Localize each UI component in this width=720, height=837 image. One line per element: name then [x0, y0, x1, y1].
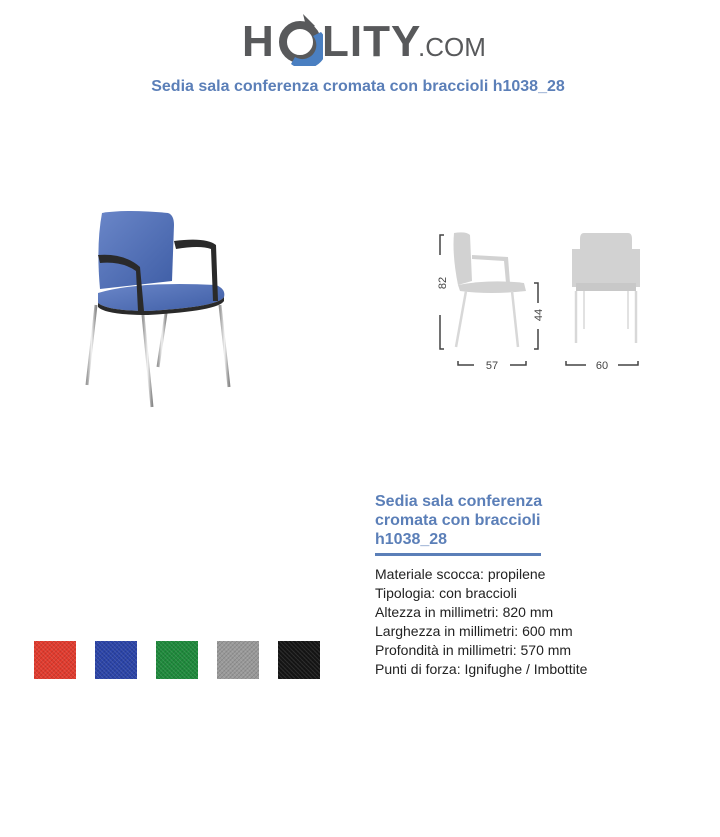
spec-altezza: Altezza in millimetri: 820 mm	[375, 604, 554, 620]
logo-letter-h: H	[242, 17, 275, 66]
dimension-height-label: 82	[437, 276, 449, 290]
logo-wordmark: LITY	[322, 17, 422, 66]
spec-tipologia: Tipologia: con braccioli	[375, 585, 517, 601]
spec-punti-di-forza: Punti di forza: Ignifughe / Imbottite	[375, 661, 588, 677]
dimension-width-label: 60	[595, 360, 609, 372]
swatch-red[interactable]	[34, 641, 76, 679]
logo-suffix: .COM	[418, 32, 486, 62]
dimension-depth-label: 57	[485, 360, 499, 372]
swatch-green[interactable]	[156, 641, 198, 679]
spec-larghezza: Larghezza in millimetri: 600 mm	[375, 623, 573, 639]
logo-ring-icon	[277, 12, 323, 66]
chair-product-image[interactable]	[78, 205, 248, 415]
spec-profondita: Profondità in millimetri: 570 mm	[375, 642, 572, 658]
product-name: Sedia sala conferenza cromata con braccioli h1038_28	[375, 493, 543, 548]
holity-logo[interactable]	[240, 12, 486, 68]
spec-materiale: Materiale scocca: propilene	[375, 566, 546, 582]
swatch-grey[interactable]	[217, 641, 259, 679]
dimension-seat-height-label: 44	[533, 308, 545, 322]
product-specs	[375, 565, 587, 679]
chair-dimensions-diagram	[430, 225, 650, 375]
swatch-blue[interactable]	[95, 641, 137, 679]
page-title: Sedia sala conferenza cromata con braccioli h1038_28	[151, 78, 565, 95]
divider	[375, 553, 541, 556]
swatch-black[interactable]	[278, 641, 320, 679]
